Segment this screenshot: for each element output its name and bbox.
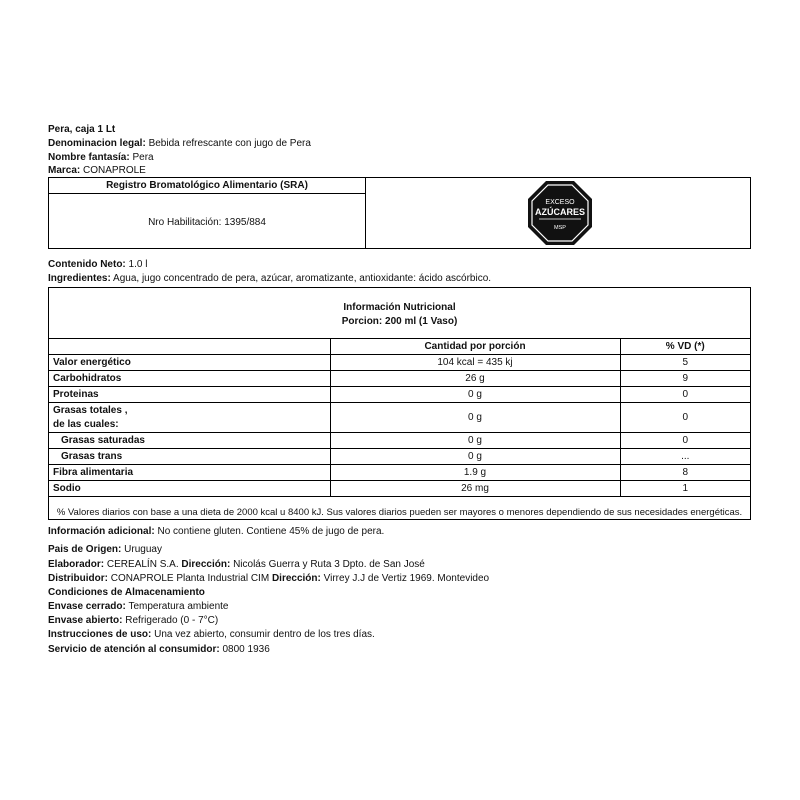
table-row [49,433,750,449]
registry-number: Nro Habilitación: 1395/884 [148,217,266,228]
nutrient-vd: 8 [620,465,750,481]
seal-line1: EXCESO [545,199,575,206]
nutrition-header-row [49,339,750,355]
envase-abierto-line [48,614,218,627]
nutrient-name: Grasas trans [49,449,330,465]
info-adicional-label: Información adicional: [48,526,155,537]
nutrition-portion: Porcion: 200 ml (1 Vaso) [341,316,458,327]
marca-label: Marca: [48,165,81,176]
table-row [49,355,750,371]
denominacion-label: Denominacion legal: [48,138,146,149]
elaborador-label: Elaborador: [48,559,105,570]
nutrient-vd: 0 [620,403,750,433]
nutrition-table [49,338,750,497]
table-row [49,403,750,433]
table-row [49,449,750,465]
envase-cerrado-line [48,600,229,613]
nutrient-vd: 9 [620,371,750,387]
nutrient-name: Proteinas [49,387,330,403]
instrucciones-label: Instrucciones de uso: [48,629,152,640]
elaborador-direccion-value: Nicolás Guerra y Ruta 3 Dpto. de San José [233,559,425,570]
registry-box [48,177,751,249]
distribuidor-direccion-label: Dirección: [271,573,321,584]
nutrient-amount: 1.9 g [330,465,620,481]
marca-line [48,164,146,177]
nutrition-title: Información Nutricional [343,302,456,313]
distribuidor-value: CONAPROLE Planta Industrial CIM [110,573,270,584]
pais-origen-line [48,543,162,556]
fantasia-line [48,151,154,164]
contenido-neto-value: 1.0 l [128,259,148,270]
nutrient-amount: 26 g [330,371,620,387]
instrucciones-value: Una vez abierto, consumir dentro de los tres días. [154,629,375,640]
nutrient-name: Valor energético [49,355,330,371]
servicio-label: Servicio de atención al consumidor: [48,644,220,655]
nutrient-name: Grasas saturadas [49,433,330,449]
elaborador-direccion-label: Dirección: [181,559,231,570]
nutrient-amount: 0 g [330,449,620,465]
column-header-amount: Cantidad por porción [330,339,620,355]
nutrient-amount: 0 g [330,387,620,403]
nutrient-name: Carbohidratos [49,371,330,387]
envase-cerrado-value: Temperatura ambiente [128,601,229,612]
ingredientes-label: Ingredientes: [48,273,111,284]
condiciones-heading: Condiciones de Almacenamiento [48,587,205,598]
servicio-value: 0800 1936 [222,644,270,655]
nutrient-amount: 104 kcal = 435 kj [330,355,620,371]
nutrient-vd: 0 [620,387,750,403]
info-adicional-value: No contiene gluten. Contiene 45% de jugo de pera. [157,526,385,537]
table-row [49,481,750,497]
nutrient-name [49,403,330,433]
table-row [49,465,750,481]
registry-cell [49,178,366,248]
contenido-neto-line [48,258,147,271]
table-row [49,371,750,387]
envase-cerrado-label: Envase cerrado: [48,601,126,612]
ingredientes-line [48,272,491,285]
instrucciones-line [48,628,375,641]
excess-sugar-warning-seal [527,180,593,246]
envase-abierto-label: Envase abierto: [48,615,123,626]
nutrition-panel [48,287,751,520]
denominacion-value: Bebida refrescante con jugo de Pera [148,138,311,149]
nutrient-amount: 0 g [330,403,620,433]
product-title: Pera, caja 1 Lt [48,124,116,135]
nutrient-vd: ... [620,449,750,465]
nutrient-name: Fibra alimentaria [49,465,330,481]
nutrient-vd: 1 [620,481,750,497]
nutrient-vd: 0 [620,433,750,449]
nutrient-name-line2: de las cuales: [53,418,119,430]
seal-footer: MSP [554,225,566,231]
denominacion-line [48,137,311,150]
distribuidor-label: Distribuidor: [48,573,108,584]
fantasia-label: Nombre fantasía: [48,152,130,163]
nutrition-header [49,288,750,338]
column-header-vd: % VD (*) [620,339,750,355]
table-row [49,387,750,403]
nutrient-name: Sodio [49,481,330,497]
elaborador-value: CEREALÍN S.A. [106,559,179,570]
elaborador-line [48,558,425,571]
nutrient-amount: 26 mg [330,481,620,497]
seal-line2: AZÚCARES [534,207,586,217]
marca-value: CONAPROLE [83,165,146,176]
fantasia-value: Pera [132,152,154,163]
pais-origen-label: Pais de Origen: [48,544,122,555]
nutrient-vd: 5 [620,355,750,371]
distribuidor-line [48,572,489,585]
contenido-neto-label: Contenido Neto: [48,259,126,270]
nutrient-name-line1: Grasas totales , [53,404,128,416]
header-blank-cell [49,339,330,355]
nutrition-footnote: % Valores diarios con base a una dieta de 2000 kcal u 8400 kJ. Sus valores diarios pueden ser mayores o menores dependiendo de sus necesidades energéticas. [56,507,743,518]
ingredientes-value: Agua, jugo concentrado de pera, azúcar, aromatizante, antioxidante: ácido ascórbico. [113,273,492,284]
nutrient-amount: 0 g [330,433,620,449]
registry-title: Registro Bromatológico Alimentario (SRA) [49,178,365,194]
distribuidor-direccion-value: Virrey J.J de Vertiz 1969. Montevideo [323,573,490,584]
info-adicional-line [48,525,384,538]
servicio-line [48,643,270,656]
envase-abierto-value: Refrigerado (0 - 7°C) [125,615,219,626]
pais-origen-value: Uruguay [124,544,162,555]
